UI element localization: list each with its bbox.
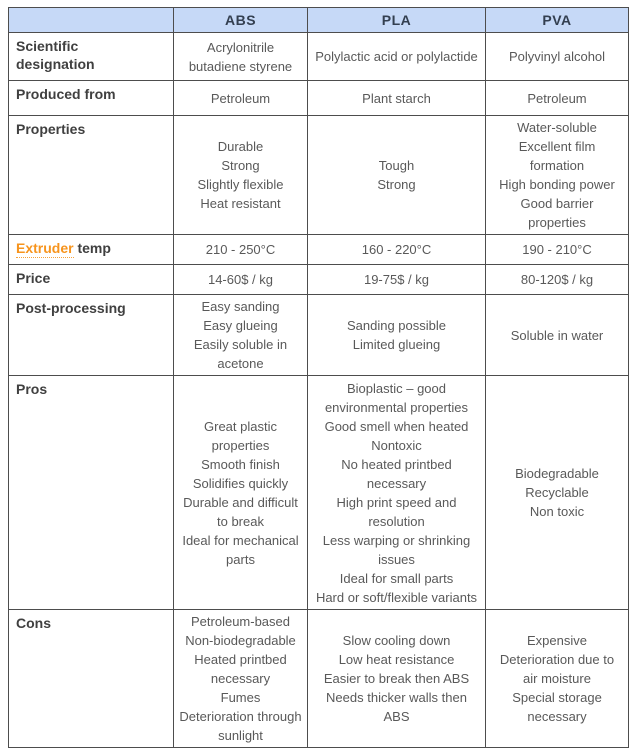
- cell-scientific-designation-pla: Polylactic acid or polylactide: [308, 33, 486, 81]
- cell-extruder-temp-abs: 210 - 250°C: [174, 235, 308, 265]
- cell-cons-abs: Petroleum-based Non-biodegradable Heated printbed necessary Fumes Deterioration through sunlight: [174, 610, 308, 748]
- corner-header-cell: [9, 8, 174, 33]
- cell-properties-abs: Durable Strong Slightly flexible Heat resistant: [174, 116, 308, 235]
- cell-extruder-temp-pla: 160 - 220°C: [308, 235, 486, 265]
- cell-pros-pva: Biodegradable Recyclable Non toxic: [486, 376, 629, 610]
- cell-produced-from-pla: Plant starch: [308, 81, 486, 116]
- cell-cons-pla: Slow cooling down Low heat resistance Easier to break then ABS Needs thicker walls then ABS: [308, 610, 486, 748]
- row-label-extruder-temp: [9, 235, 174, 265]
- table-header: [9, 8, 629, 33]
- row-label-post-processing: Post-processing: [9, 295, 174, 376]
- table-row-produced-from: [9, 81, 629, 116]
- row-label-text: temp: [73, 240, 111, 256]
- column-header-pva: PVA: [486, 8, 629, 33]
- row-label-produced-from: Produced from: [9, 81, 174, 116]
- cell-price-pla: 19-75$ / kg: [308, 265, 486, 295]
- cell-post-processing-abs: Easy sanding Easy glueing Easily soluble in acetone: [174, 295, 308, 376]
- column-header-abs: ABS: [174, 8, 308, 33]
- table-row-post-processing: [9, 295, 629, 376]
- cell-price-pva: 80-120$ / kg: [486, 265, 629, 295]
- row-label-scientific-designation: Scientific designation: [9, 33, 174, 81]
- row-label-cons: Cons: [9, 610, 174, 748]
- cell-pros-pla: Bioplastic – good environmental properties Good smell when heated Nontoxic No heated printbed necessary High print speed and resolution Less warping or shrinking issues Ideal for small parts Hard or soft/flexible variants: [308, 376, 486, 610]
- table-body: [9, 33, 629, 748]
- table-row-pros: [9, 376, 629, 610]
- cell-produced-from-abs: Petroleum: [174, 81, 308, 116]
- cell-post-processing-pla: Sanding possible Limited glueing: [308, 295, 486, 376]
- header-row: [9, 8, 629, 33]
- filament-comparison-table: [8, 7, 629, 748]
- cell-scientific-designation-abs: Acrylonitrile butadiene styrene: [174, 33, 308, 81]
- cell-properties-pva: Water-soluble Excellent film formation High bonding power Good barrier properties: [486, 116, 629, 235]
- extruder-term-link[interactable]: Extruder: [16, 240, 74, 256]
- cell-price-abs: 14-60$ / kg: [174, 265, 308, 295]
- row-label-price: Price: [9, 265, 174, 295]
- cell-post-processing-pva: Soluble in water: [486, 295, 629, 376]
- table-row-properties: [9, 116, 629, 235]
- table-row-price: [9, 265, 629, 295]
- cell-cons-pva: Expensive Deterioration due to air moisture Special storage necessary: [486, 610, 629, 748]
- cell-pros-abs: Great plastic properties Smooth finish Solidifies quickly Durable and difficult to break Ideal for mechanical parts: [174, 376, 308, 610]
- cell-scientific-designation-pva: Polyvinyl alcohol: [486, 33, 629, 81]
- table-row-cons: [9, 610, 629, 748]
- table-row-extruder-temp: [9, 235, 629, 265]
- table-row-scientific-designation: [9, 33, 629, 81]
- row-label-pros: Pros: [9, 376, 174, 610]
- cell-extruder-temp-pva: 190 - 210°C: [486, 235, 629, 265]
- column-header-pla: PLA: [308, 8, 486, 33]
- row-label-properties: Properties: [9, 116, 174, 235]
- cell-properties-pla: Tough Strong: [308, 116, 486, 235]
- cell-produced-from-pva: Petroleum: [486, 81, 629, 116]
